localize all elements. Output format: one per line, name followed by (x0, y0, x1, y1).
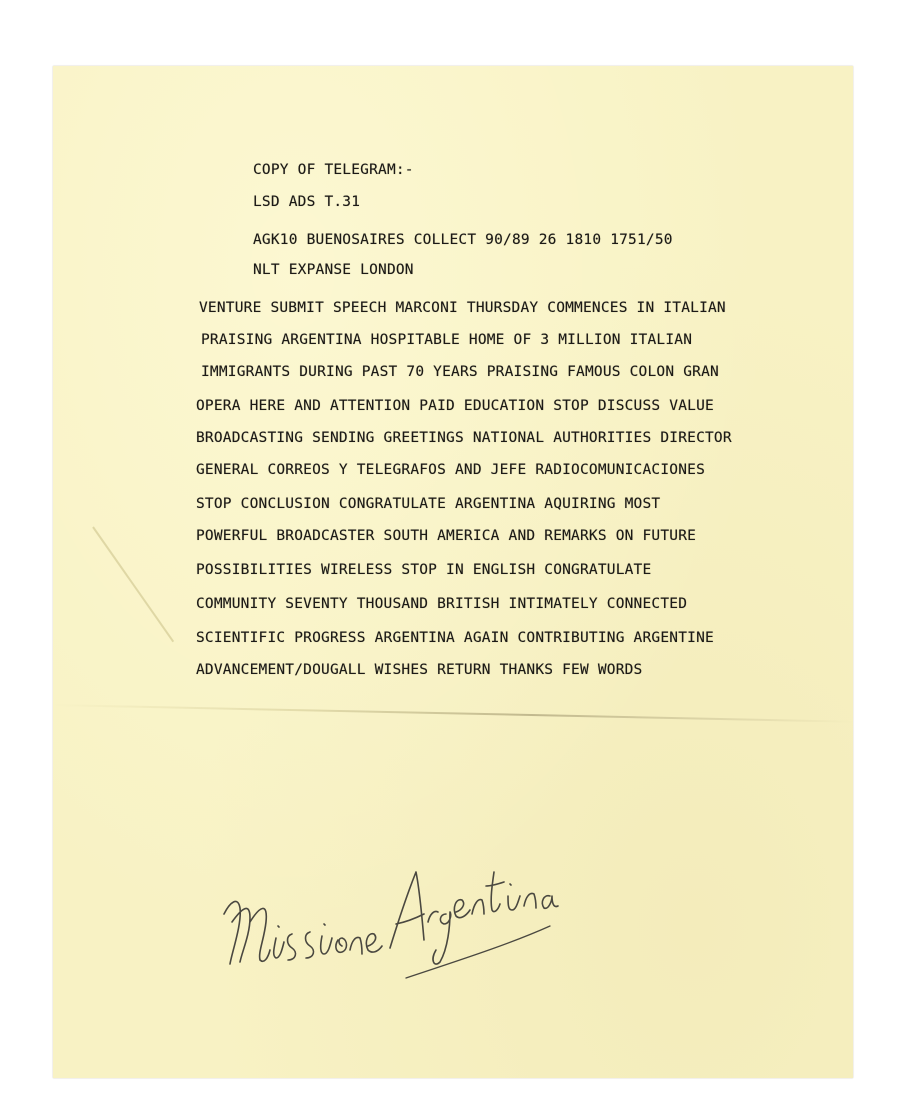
telegram-body-line: POWERFUL BROADCASTER SOUTH AMERICA AND REMARKS ON FUTURE (196, 528, 697, 544)
telegram-body-line: COMMUNITY SEVENTY THOUSAND BRITISH INTIMATELY CONNECTED (196, 596, 688, 612)
telegram-header: COPY OF TELEGRAM:- (253, 162, 414, 178)
telegram-body-line: ADVANCEMENT/DOUGALL WISHES RETURN THANKS FEW WORDS (196, 662, 643, 678)
telegram-body-line: IMMIGRANTS DURING PAST 70 YEARS PRAISING FAMOUS COLON GRAN (201, 364, 719, 380)
telegram-body-line: BROADCASTING SENDING GREETINGS NATIONAL AUTHORITIES DIRECTOR (196, 430, 732, 446)
telegram-body-line: OPERA HERE AND ATTENTION PAID EDUCATION STOP DISCUSS VALUE (196, 398, 714, 414)
handwritten-note (210, 852, 590, 992)
telegram-routing-line: AGK10 BUENOSAIRES COLLECT 90/89 26 1810 1751/50 (253, 232, 673, 248)
telegram-body-line: POSSIBILITIES WIRELESS STOP IN ENGLISH CONGRATULATE (196, 562, 652, 578)
telegram-body-line: PRAISING ARGENTINA HOSPITABLE HOME OF 3 MILLION ITALIAN (201, 332, 693, 348)
telegram-code-line: LSD ADS T.31 (253, 194, 361, 210)
telegram-address-line: NLT EXPANSE LONDON (253, 262, 414, 278)
paper-crease (92, 526, 174, 642)
paper-fold-line (53, 704, 853, 723)
telegram-body-line: SCIENTIFIC PROGRESS ARGENTINA AGAIN CONTRIBUTING ARGENTINE (196, 630, 714, 646)
telegram-body-line: STOP CONCLUSION CONGRATULATE ARGENTINA AQUIRING MOST (196, 496, 661, 512)
telegram-body-line: GENERAL CORREOS Y TELEGRAFOS AND JEFE RADIOCOMUNICACIONES (196, 462, 705, 478)
telegram-body-line: VENTURE SUBMIT SPEECH MARCONI THURSDAY COMMENCES IN ITALIAN (199, 300, 726, 316)
